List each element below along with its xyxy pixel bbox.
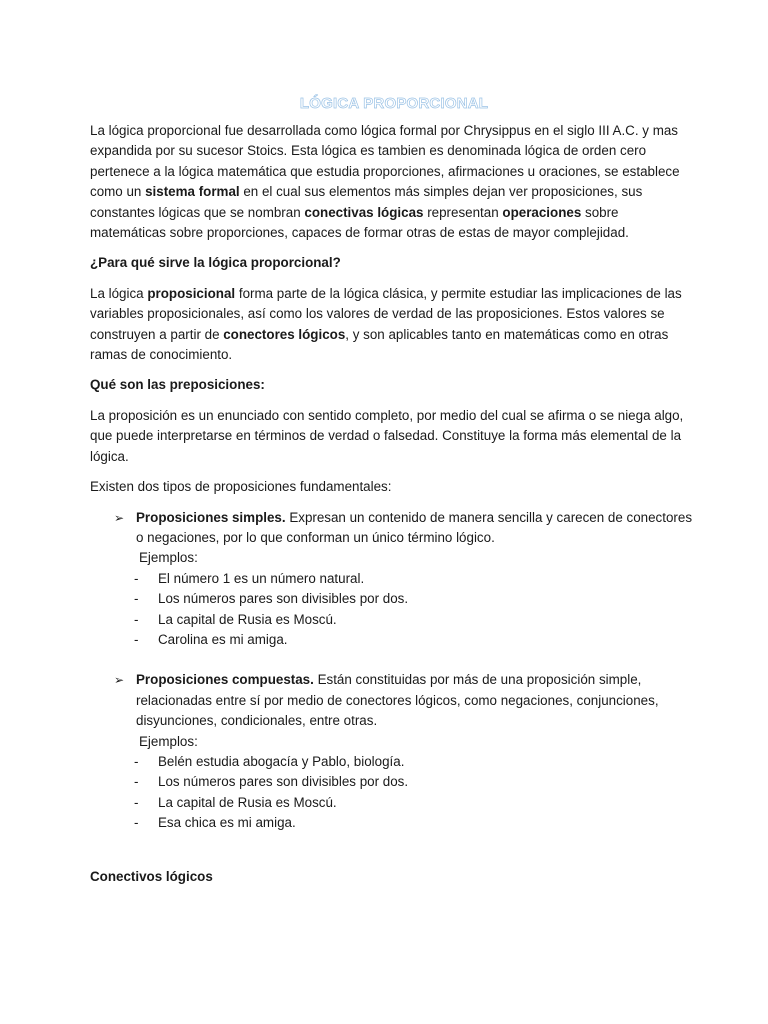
heading-purpose: ¿Para qué sirve la lógica proporcional? (90, 255, 341, 271)
intro-bold-operaciones: operaciones (502, 204, 582, 220)
intro-text-2: en el cual sus elementos más simples dejan ver proposiciones, sus constantes lógicas que se nombran (90, 184, 643, 220)
purpose-bold-proposicional: proposicional (147, 285, 236, 301)
types-intro: Existen dos tipos de proposiciones fundamentales: (90, 479, 392, 495)
intro-text-1: La lógica proporcional fue desarrollada como lógica formal por Chrysippus en el siglo III A.C. y mas expandida por su sucesor Stoics. Esta lógica es tambien es denominada lógica de orden cero pertenece a la lógica matemática que estudia proporciones, afirmaciones u oraciones, se establece como un (90, 123, 680, 200)
example-text: La capital de Rusia es Moscú. (158, 794, 337, 810)
compound-propositions-item (114, 670, 698, 731)
compound-label: Proposiciones compuestas. (136, 672, 314, 688)
simple-label: Proposiciones simples. (136, 509, 286, 525)
intro-text-4: sobre matemáticas sobre proporciones, capaces de formar otras de estas de mayor complejidad. (90, 204, 629, 241)
list-item (114, 569, 698, 589)
example-text: Los números pares son divisibles por dos. (158, 591, 409, 607)
dash-bullet-icon: - (134, 611, 139, 627)
intro-bold-conectivas: conectivas lógicas (304, 204, 424, 220)
example-text: Belén estudia abogacía y Pablo, biología. (158, 753, 405, 769)
example-text: El número 1 es un número natural. (158, 570, 365, 586)
list-item (114, 589, 698, 609)
dash-bullet-icon: - (134, 774, 139, 790)
dash-bullet-icon: - (134, 591, 139, 607)
dash-bullet-icon: - (134, 570, 139, 586)
compound-text: Están constituidas por más de una proposición simple, relacionadas entre sí por medio de conectores lógicos, como negaciones, conjunciones, disyunciones, condicionales, entre otras. (136, 672, 659, 729)
simple-propositions-block (114, 508, 698, 651)
heading-propositions: Qué son las preposiciones: (90, 377, 265, 393)
simple-examples-label: Ejemplos: (139, 550, 198, 566)
example-text: Esa chica es mi amiga. (158, 815, 296, 831)
example-text: La capital de Rusia es Moscú. (158, 611, 337, 627)
list-item (114, 793, 698, 813)
example-text: Los números pares son divisibles por dos. (158, 774, 409, 790)
purpose-bold-conectores: conectores lógicos (223, 326, 346, 342)
example-text: Carolina es mi amiga. (158, 631, 288, 647)
dash-bullet-icon: - (134, 794, 139, 810)
document-title: LÓGICA PROPORCIONAL (299, 95, 489, 112)
arrow-bullet-icon: ➢ (114, 673, 125, 688)
simple-propositions-item (114, 508, 698, 549)
list-item (114, 752, 698, 772)
purpose-paragraph (90, 284, 698, 366)
list-item (114, 772, 698, 792)
dash-bullet-icon: - (134, 753, 139, 769)
intro-paragraph (90, 121, 698, 243)
purpose-text-3: , y son aplicables tanto en matemáticas como en otras ramas de conocimiento. (90, 326, 669, 363)
dash-bullet-icon: - (134, 631, 139, 647)
compound-propositions-block (114, 670, 698, 833)
intro-text-3: representan (423, 204, 503, 220)
list-item (114, 813, 698, 833)
dash-bullet-icon: - (134, 815, 139, 831)
list-item (114, 630, 698, 650)
propositions-paragraph: La proposición es un enunciado con sentido completo, por medio del cual se afirma o se niega algo, que puede interpretarse en términos de verdad o falsedad. Constituye la forma más elemental de la lógica. (90, 407, 684, 464)
spacer (90, 834, 698, 867)
simple-text: Expresan un contenido de manera sencilla y carecen de conectores o negaciones, por lo que conforman un único término lógico. (136, 509, 693, 545)
arrow-bullet-icon: ➢ (114, 510, 125, 525)
list-item (114, 610, 698, 630)
purpose-text-2: forma parte de la lógica clásica, y permite estudiar las implicaciones de las variables proposicionales, así como los valores de verdad de las proposiciones. Estos valores se construyen a partir de (90, 285, 682, 342)
compound-examples-label: Ejemplos: (139, 733, 198, 749)
heading-connectives: Conectivos lógicos (90, 868, 213, 884)
spacer (90, 650, 698, 670)
purpose-text-1: La lógica (90, 285, 148, 301)
intro-bold-sistema-formal: sistema formal (145, 184, 240, 200)
